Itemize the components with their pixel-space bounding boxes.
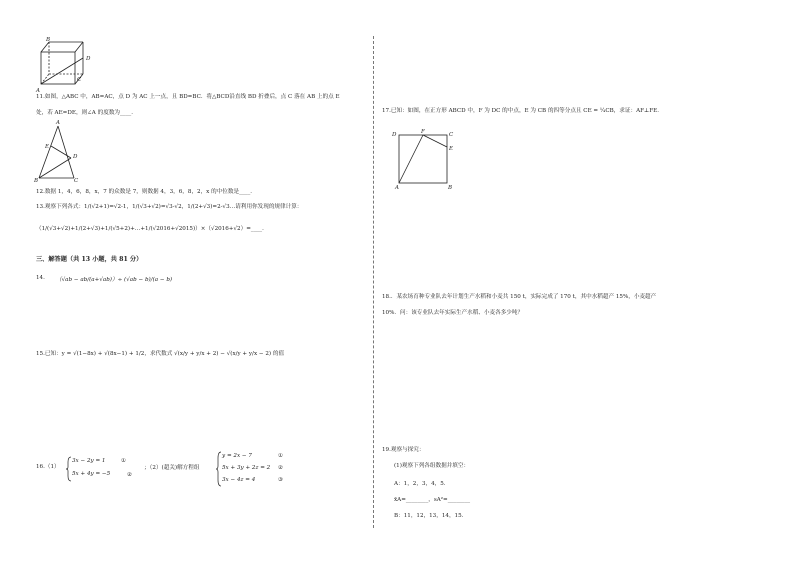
q17-label-d: D	[392, 132, 397, 138]
q11-label-a: A	[56, 120, 60, 126]
column-divider	[373, 36, 374, 528]
q13-text-line2: （1/(√3+√2)+1/(2+√3)+1/(√5+2)+…+1/(√2016+√2015)）×（√2016+√2）=____．	[36, 226, 268, 232]
q16-sys2-mark1: ①	[278, 453, 284, 459]
q17-label-e: E	[449, 146, 454, 152]
q14-number: 14.	[36, 275, 45, 281]
q17-text: 17.已知：如图，在正方形 ABCD 中，F 为 DC 的中点，E 为 CB 的四等分点且 CE = ¼CB，求证：AF⊥FE．	[382, 108, 663, 114]
q16-sys2-eq1: y = 2x − 7	[222, 453, 252, 459]
q11-triangle-figure	[34, 120, 94, 182]
q17-label-c: C	[449, 132, 454, 138]
q16-number: 16.（1）	[36, 464, 60, 470]
q17-label-a: A	[395, 185, 399, 191]
q16-sys2-mark2: ②	[278, 465, 284, 471]
q19-text-line2: (1)观察下列各组数据并填空：	[394, 463, 470, 469]
q11-label-d: D	[73, 154, 78, 160]
q12-text: 12.数据 1，4，6，8，x，7 的众数是 7，则数据 4，3，6，8，2，x 的中位数是____．	[36, 189, 256, 195]
q16-sys2-mark3: ③	[278, 477, 284, 483]
q11-label-b: B	[34, 178, 39, 184]
q11-label-e: E	[45, 144, 50, 150]
q17-square-figure	[392, 128, 462, 190]
section-3-heading: 三、解答题（共 13 小题，共 81 分）	[36, 256, 143, 263]
q16-sys1-mark2: ②	[127, 472, 133, 478]
q14-expression: （√ab − ab/(a+√ab)）÷ (√ab − b)/(a − b)	[56, 277, 173, 283]
q16-sys1-mark1: ①	[121, 458, 127, 464]
q18-text-line2: 10%．问：该专业队去年实际生产水稻、小麦各多少吨？	[382, 310, 524, 316]
cube-label-a: A	[36, 88, 40, 94]
q19-text-line1: 19.观察与探究：	[382, 447, 425, 453]
q16-sys1-eq2: 5x + 4y = −5	[72, 471, 111, 477]
q19-text-line4: x̄A=________，sA²=________	[394, 497, 471, 503]
q11-text-line1: 11.如图，△ABC 中，AB=AC，点 D 为 AC 上一点，且 BD=BC．将△BCD沿直线 BD 折叠后，点 C 落在 AB 上的点 E	[36, 94, 340, 100]
q11-text-line2: 处，若 AE=DE，则∠A 的度数为____．	[36, 110, 137, 116]
cube-label-d: D	[86, 56, 91, 62]
q13-text-line1: 13.观察下列各式：1/(√2+1)=√2-1，1/(√3+√2)=√3-√2，1/(2+√3)=2-√3…请利用你发现的规律计算：	[36, 204, 303, 210]
q16-sys2-eq3: 3x − 4z = 4	[222, 477, 256, 483]
q16-separator-text: ；（2）(超关)解方程组	[144, 465, 200, 471]
cube-figure	[36, 36, 96, 96]
q18-text-line1: 18.．某农场育种专业队去年计划生产水稻和小麦共 150 t，实际完成了 170 t，其中水稻超产 15%，小麦超产	[382, 294, 657, 300]
q15-text: 15.已知：y = √(1−8x) + √(8x−1) + 1/2，求代数式 √(x/y + y/x + 2) − √(x/y + y/x − 2) 的值	[36, 351, 285, 357]
q17-label-f: F	[421, 129, 425, 135]
q11-label-c: C	[74, 178, 79, 184]
q19-text-line5: B：11，12，13，14，15．	[394, 513, 468, 519]
cube-label-c: C	[77, 77, 82, 83]
q16-sys2-eq2: 5x + 3y + 2z = 2	[222, 465, 271, 471]
q17-label-b: B	[448, 185, 453, 191]
q16-sys1-eq1: 3x − 2y = 1	[72, 458, 106, 464]
cube-label-b: B	[46, 37, 51, 43]
q19-text-line3: A：1，2，3，4，5．	[394, 481, 450, 487]
